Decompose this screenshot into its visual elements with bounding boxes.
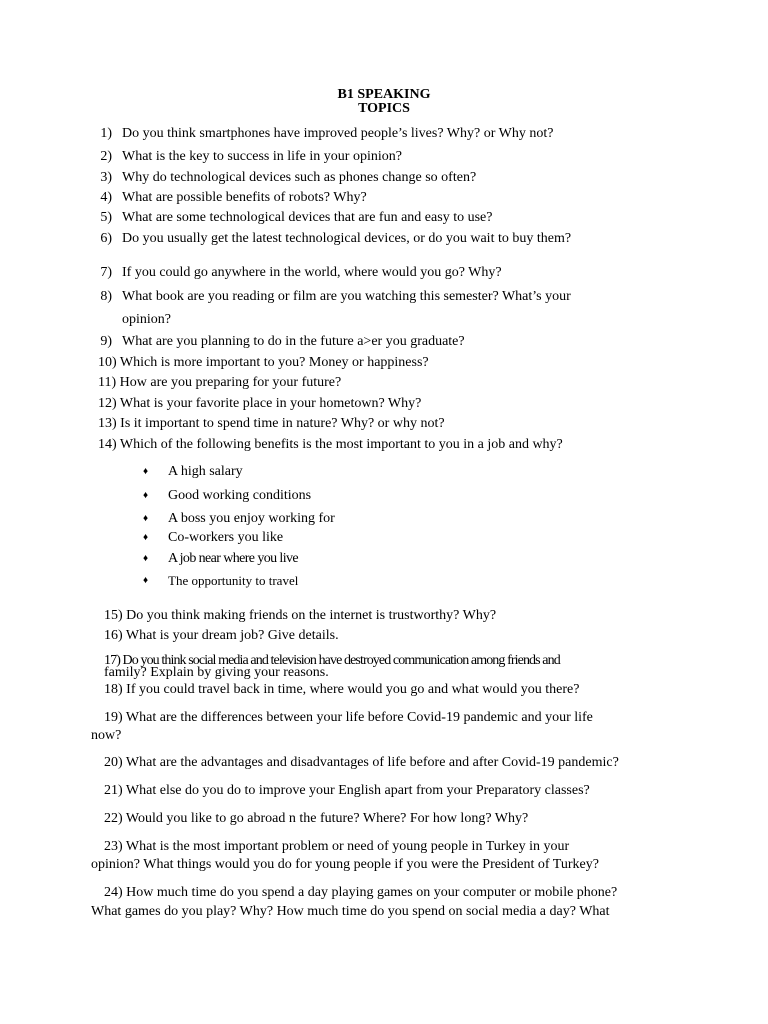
bullet-diamond-icon: ♦ — [143, 513, 149, 524]
question-number: 4) — [100, 190, 112, 205]
bullet-item: A job near where you live — [168, 551, 299, 566]
question-12: 12) What is your favorite place in your hometown? Why? — [98, 396, 422, 411]
question-text: What are you planning to do in the future a>er you graduate? — [122, 334, 465, 349]
question-number: 9) — [100, 334, 112, 349]
question-number: 3) — [100, 170, 112, 185]
question-text: Why do technological devices such as phones change so often? — [122, 170, 477, 185]
question-number: 1) — [100, 126, 112, 141]
bullet-item: Co-workers you like — [168, 530, 284, 545]
bullet-diamond-icon: ♦ — [143, 490, 149, 501]
question-text: 17) Do you think social media and television have destroyed communication among friends and — [104, 653, 560, 668]
question-text-continued: What games do you play? Why? How much time do you spend on social media a day? What — [91, 904, 610, 919]
page-title-line1: B1 SPEAKING — [337, 87, 431, 102]
question-20: 20) What are the advantages and disadvantages of life before and after Covid-19 pandemic? — [104, 755, 619, 770]
question-number: 2) — [100, 149, 112, 164]
question-number: 5) — [100, 210, 112, 225]
question-15: 15) Do you think making friends on the internet is trustworthy? Why? — [104, 608, 497, 623]
question-text-continued: now? — [91, 728, 122, 743]
bullet-item: Good working conditions — [168, 488, 312, 503]
bullet-diamond-icon: ♦ — [143, 575, 149, 586]
question-16: 16) What is your dream job? Give details. — [104, 628, 339, 643]
question-10: 10) Which is more important to you? Money or happiness? — [98, 355, 429, 370]
question-text: Do you usually get the latest technological devices, or do you wait to buy them? — [122, 231, 572, 246]
bullet-item: A boss you enjoy working for — [168, 511, 335, 526]
question-text: If you could go anywhere in the world, where would you go? Why? — [122, 265, 502, 280]
question-number: 6) — [100, 231, 112, 246]
question-21: 21) What else do you do to improve your English apart from your Preparatory classes? — [104, 783, 590, 798]
question-text: Do you think smartphones have improved people’s lives? Why? or Why not? — [122, 126, 554, 141]
question-11: 11) How are you preparing for your future? — [98, 375, 342, 390]
question-number: 8) — [100, 289, 112, 304]
question-text-continued: family? Explain by giving your reasons. — [104, 665, 329, 680]
question-22: 22) Would you like to go abroad n the future? Where? For how long? Why? — [104, 811, 529, 826]
page-title-line2: TOPICS — [358, 101, 410, 116]
question-text-continued: opinion? What things would you do for young people if you were the President of Turkey? — [91, 857, 599, 872]
question-text: What are some technological devices that are fun and easy to use? — [122, 210, 493, 225]
question-text: What are possible benefits of robots? Why? — [122, 190, 367, 205]
question-text: 24) How much time do you spend a day playing games on your computer or mobile phone? — [104, 885, 618, 900]
question-13: 13) Is it important to spend time in nature? Why? or why not? — [98, 416, 445, 431]
question-text: 19) What are the differences between your life before Covid-19 pandemic and your life — [104, 710, 593, 725]
question-text: 23) What is the most important problem or need of young people in Turkey in your — [104, 839, 570, 854]
question-text-continued: opinion? — [122, 312, 171, 327]
bullet-diamond-icon: ♦ — [143, 532, 149, 543]
question-text: What is the key to success in life in your opinion? — [122, 149, 402, 164]
question-text: What book are you reading or film are you watching this semester? What’s your — [122, 289, 571, 304]
bullet-diamond-icon: ♦ — [143, 553, 149, 564]
question-14: 14) Which of the following benefits is the most important to you in a job and why? — [98, 437, 563, 452]
bullet-item: A high salary — [168, 464, 243, 479]
bullet-diamond-icon: ♦ — [143, 466, 149, 477]
question-18: 18) If you could travel back in time, where would you go and what would you there? — [104, 682, 580, 697]
question-number: 7) — [100, 265, 112, 280]
bullet-item: The opportunity to travel — [168, 573, 299, 588]
